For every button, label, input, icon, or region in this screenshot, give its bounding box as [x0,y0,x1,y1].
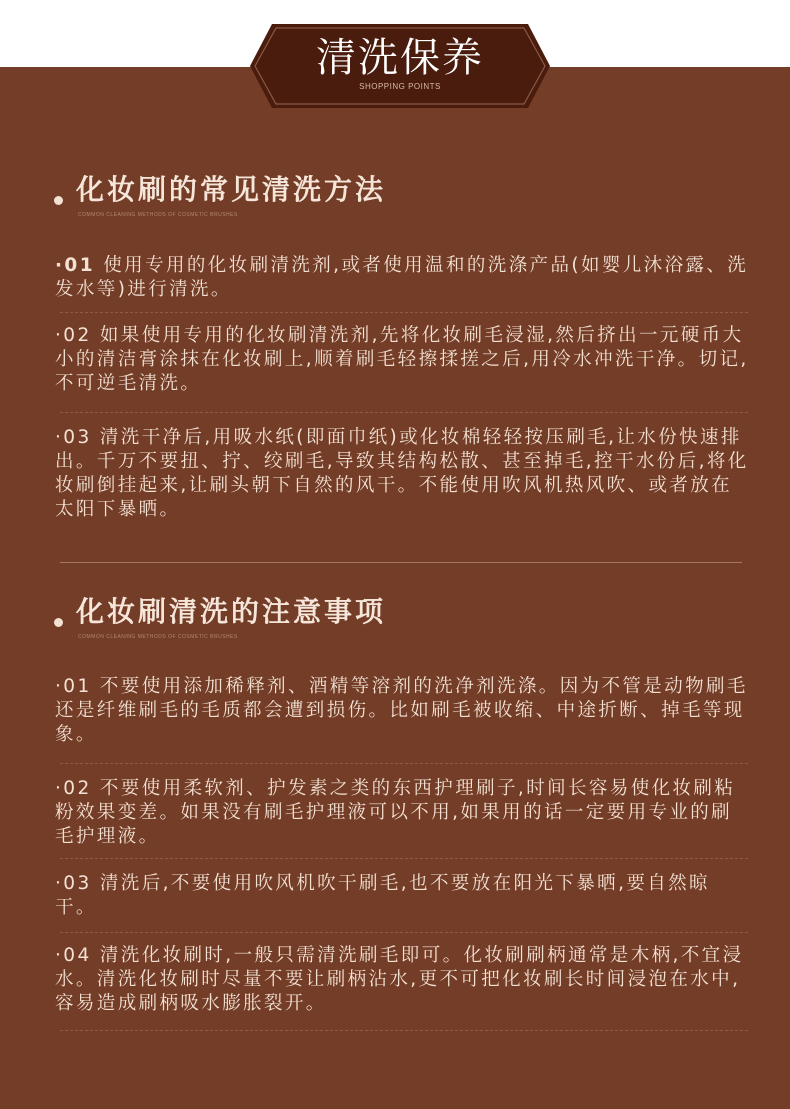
page-title: 清洗保养 [316,35,484,81]
list-item [55,324,749,396]
dashed-divider [60,858,748,859]
bullet-dot-icon [54,618,63,627]
item-text: 清洗化妆刷时,一般只需清洗刷毛即可。化妆刷刷柄通常是木柄,不宜浸水。清洗化妆刷时尽量不要让刷柄沾水,更不可把化妆刷长时间浸泡在水中,容易造成刷柄吸水膨胀裂开。 [55,945,744,1014]
list-item [55,675,749,747]
page-subtitle: SHOPPING POINTS [359,82,441,91]
item-number: ·04 [55,945,92,966]
list-item [55,777,749,849]
item-number: ·03 [55,427,92,448]
item-text: 不要使用柔软剂、护发素之类的东西护理刷子,时间长容易使化妆刷粘粉效果变差。如果没有刷毛护理液可以不用,如果用的话一定要用专业的刷毛护理液。 [55,778,736,847]
list-item [55,426,749,522]
item-number: ·02 [55,325,92,346]
dashed-divider [60,763,748,764]
section-subtitle: COMMON CLEANING METHODS OF COSMETIC BRUSHES [78,212,238,218]
section-title: 化妆刷清洗的注意事项 [76,595,387,628]
list-item [55,944,749,1016]
section-title: 化妆刷的常见清洗方法 [76,173,387,206]
item-text: 不要使用添加稀释剂、酒精等溶剂的洗净剂洗涤。因为不管是动物刷毛还是纤维刷毛的毛质都会遭到损伤。比如刷毛被收缩、中途折断、掉毛等现象。 [55,676,748,745]
dashed-divider [60,932,748,933]
header-badge [250,24,550,108]
section-subtitle: COMMON CLEANING METHODS OF COSMETIC BRUSHES [78,634,238,640]
item-number: ·01 [55,676,92,697]
item-text: 清洗后,不要使用吹风机吹干刷毛,也不要放在阳光下暴晒,要自然晾干。 [55,873,710,918]
dashed-divider [60,312,748,313]
item-number: ·02 [55,778,92,799]
list-item [55,254,749,302]
item-number: ·01 [55,255,95,276]
bullet-dot-icon [54,196,63,205]
list-item [55,872,749,920]
dashed-divider [60,412,748,413]
section-divider [60,562,742,563]
item-text: 清洗干净后,用吸水纸(即面巾纸)或化妆棉轻轻按压刷毛,让水份快速排出。千万不要扭、拧、绞刷毛,导致其结构松散、甚至掉毛,控干水份后,将化妆刷倒挂起来,让刷头朝下自然的风干。不能使用吹风机热风吹、或者放在太阳下暴晒。 [55,427,749,520]
item-text: 使用专用的化妆刷清洗剂,或者使用温和的洗涤产品(如婴儿沐浴露、洗发水等)进行清洗。 [55,255,749,300]
item-text: 如果使用专用的化妆刷清洗剂,先将化妆刷毛浸湿,然后挤出一元硬币大小的清洁膏涂抹在化妆刷上,顺着刷毛轻擦揉搓之后,用冷水冲洗干净。切记,不可逆毛清洗。 [55,325,749,394]
item-number: ·03 [55,873,92,894]
dashed-divider [60,1030,748,1031]
